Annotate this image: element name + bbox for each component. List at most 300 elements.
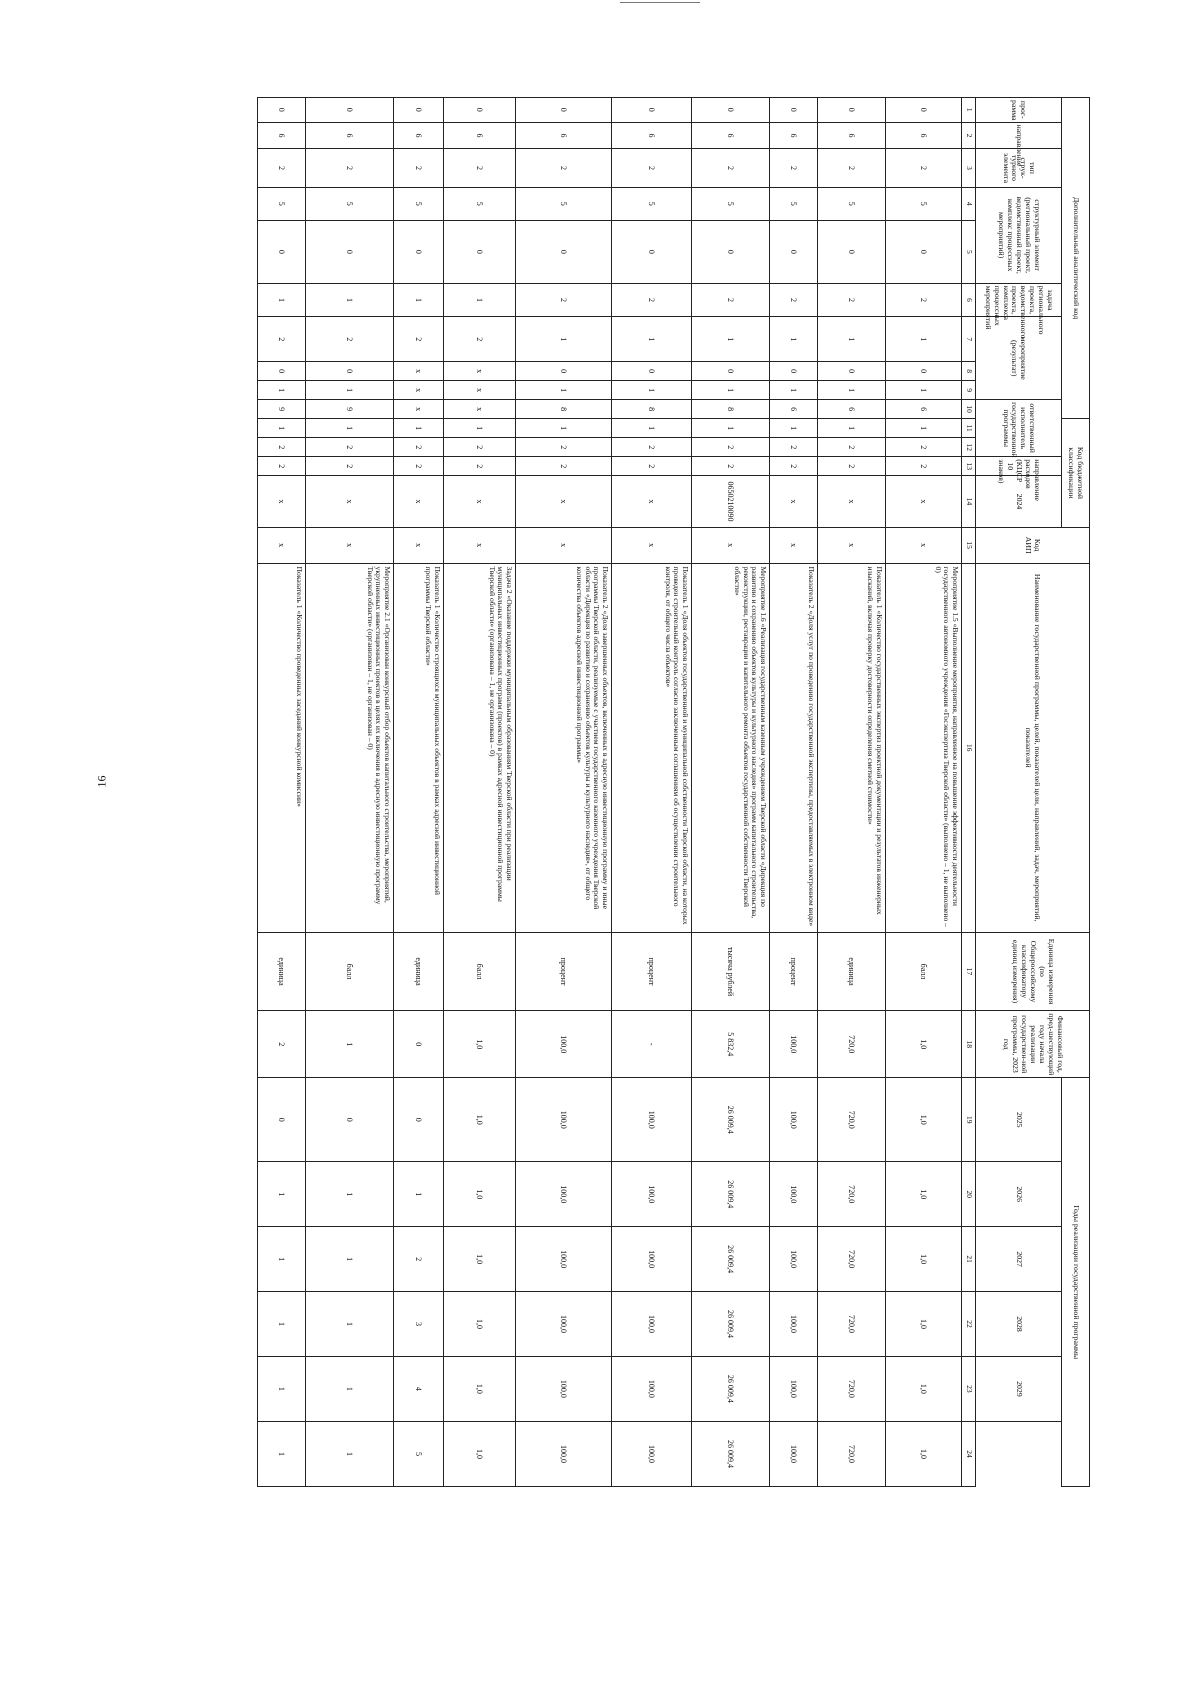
unit-cell: балл [306, 932, 394, 1010]
year-value-cell: 1 [306, 1162, 394, 1227]
code-cell: x [306, 476, 394, 528]
column-number: 13 [962, 457, 976, 476]
code-cell: 2 [394, 457, 444, 476]
year-value-cell: 1 [258, 1292, 306, 1357]
code-cell: 2 [306, 438, 394, 457]
code-cell: 1 [612, 317, 692, 362]
description-cell: Задача 2 «Оказание поддержки муниципальным образованиям Тверской области при реализации муниципальных инвестиционных программ (проектов) в рамках адресной инвестиционной программы Тверской области» (организована – 1, не организована – 0) [444, 563, 516, 932]
code-cell: 2 [886, 283, 962, 317]
year-value-cell: 100,0 [516, 1227, 612, 1292]
table-body [258, 98, 976, 1487]
description-cell: Показатель 1 «Количество проведенных заседаний конкурсной комиссии» [258, 563, 306, 932]
year-value-cell: 100,0 [612, 1078, 692, 1162]
code-cell: 2 [692, 457, 770, 476]
header-additional-code: Дополнительный аналитический код [1062, 98, 1090, 419]
column-number: 7 [962, 317, 976, 362]
code-cell: 0 [258, 362, 306, 381]
year-value-cell: 1 [258, 1356, 306, 1421]
code-cell: 6 [818, 122, 886, 149]
code-cell: 2 [692, 283, 770, 317]
code-cell: x [444, 476, 516, 528]
code-cell: 2 [612, 283, 692, 317]
year-value-cell: 100,0 [516, 1356, 612, 1421]
code-cell: 1 [516, 419, 612, 438]
column-number: 15 [962, 527, 976, 563]
code-cell: x [306, 527, 394, 563]
year-value-cell: 26 009,4 [692, 1292, 770, 1357]
description-cell: Мероприятие 1.5 «Выполнение мероприятия, направленное на повышение эффективности деятельности государственного автономного учреждения «Госэкспертиза Тверской области» (выполнено – 1, не выполнено – 0) [886, 563, 962, 932]
unit-cell: балл [886, 932, 962, 1010]
description-cell: Показатель 1 «Количество строящихся муниципальных объектов в рамках адресной инвестиционной программы Тверской области» [394, 563, 444, 932]
base-year-cell: 100,0 [770, 1011, 818, 1078]
code-cell: 2 [886, 438, 962, 457]
code-cell: 2 [394, 438, 444, 457]
code-cell: x [516, 527, 612, 563]
unit-cell: тысяча рублей [692, 932, 770, 1010]
code-cell: 1 [516, 381, 612, 400]
code-cell: x [886, 476, 962, 528]
header-years-title: Годы реализации государственной программы [1062, 1078, 1090, 1487]
unit-cell: единица [258, 932, 306, 1010]
code-cell: 6 [692, 122, 770, 149]
code-cell: 1 [818, 419, 886, 438]
code-cell: 5 [516, 187, 612, 221]
base-year-cell: 5 832,4 [692, 1011, 770, 1078]
code-cell: x [516, 476, 612, 528]
rotated-page [160, 97, 1090, 1487]
code-cell: 0 [818, 221, 886, 284]
year-value-cell: 100,0 [770, 1356, 818, 1421]
year-value-cell: 720,0 [818, 1356, 886, 1421]
column-number: 23 [962, 1356, 976, 1421]
table-row [612, 98, 692, 1487]
code-cell: 2 [394, 317, 444, 362]
code-cell: 1 [770, 419, 818, 438]
column-number: 1 [962, 98, 976, 123]
code-cell: 0650210090 [692, 476, 770, 528]
code-cell: x [818, 527, 886, 563]
year-value-cell: 720,0 [818, 1292, 886, 1357]
code-cell: 0 [516, 362, 612, 381]
table-row [306, 98, 394, 1487]
code-cell: 2 [612, 149, 692, 187]
code-cell: 6 [258, 122, 306, 149]
year-value-cell: 1,0 [886, 1421, 962, 1486]
code-cell: x [770, 476, 818, 528]
code-cell: 1 [444, 283, 516, 317]
code-cell: 5 [444, 187, 516, 221]
code-cell: 2 [692, 438, 770, 457]
code-cell: 2 [692, 149, 770, 187]
code-cell: 2 [258, 457, 306, 476]
code-cell: 2 [516, 149, 612, 187]
code-cell: 5 [306, 187, 394, 221]
year-value-cell: 1 [306, 1356, 394, 1421]
year-value-cell: 100,0 [612, 1421, 692, 1486]
table-row [692, 98, 770, 1487]
code-cell: 2 [886, 457, 962, 476]
header-fin-year: Финансовый год, пред-шествующий году начала реализации государствен-ной программы, 2023 год [976, 1011, 1090, 1078]
header-struct-type: тип струк-турного элемента [976, 149, 1062, 187]
year-value-cell: 1 [306, 1421, 394, 1486]
code-cell: x [444, 400, 516, 419]
code-cell: 1 [306, 419, 394, 438]
code-cell: 2 [516, 457, 612, 476]
code-cell: x [818, 476, 886, 528]
code-cell: 0 [886, 98, 962, 123]
code-cell: 0 [306, 221, 394, 284]
code-cell: 0 [516, 98, 612, 123]
column-number: 14 [962, 476, 976, 528]
code-cell: 6 [886, 400, 962, 419]
year-value-cell: 1,0 [886, 1162, 962, 1227]
year-value-cell: 1 [258, 1162, 306, 1227]
code-cell: x [770, 527, 818, 563]
description-cell: Показатель 1 «Количество государственных экспертиз проектной документации и результатов инженерных изысканий, включая проверку достоверности определения сметной стоимости» [818, 563, 886, 932]
code-cell: 8 [692, 400, 770, 419]
column-number: 18 [962, 1011, 976, 1078]
year-value-cell: 100,0 [516, 1162, 612, 1227]
header-aip: Код АИП [976, 527, 1090, 563]
description-cell: Показатель 1 «Доля объектов государственной и муниципальной собственности Тверской области, на которых проведен строительный контроль согласно заключенным соглашениям об осуществлении строительного контроля, от общего числа объектов» [612, 563, 692, 932]
code-cell: 0 [306, 98, 394, 123]
header-struct-element: структурный элемент (региональный проект, ведомственный проект, комплекс процессных мероприятий) [976, 187, 1062, 283]
code-cell: 6 [770, 122, 818, 149]
code-cell: 2 [306, 457, 394, 476]
year-value-cell: 100,0 [770, 1162, 818, 1227]
code-cell: 6 [516, 122, 612, 149]
code-cell: 0 [818, 98, 886, 123]
code-cell: 2 [258, 438, 306, 457]
code-cell: 1 [886, 381, 962, 400]
code-cell: 0 [394, 98, 444, 123]
year-value-cell: 2 [394, 1227, 444, 1292]
year-value-cell: 1,0 [444, 1421, 516, 1486]
code-cell: 2 [770, 283, 818, 317]
column-number: 21 [962, 1227, 976, 1292]
column-number: 16 [962, 563, 976, 932]
column-number: 9 [962, 381, 976, 400]
base-year-cell: 100,0 [516, 1011, 612, 1078]
year-value-cell: 26 009,4 [692, 1421, 770, 1486]
base-year-cell: 1,0 [444, 1011, 516, 1078]
year-value-cell: 26 009,4 [692, 1078, 770, 1162]
code-cell: 6 [770, 400, 818, 419]
year-value-cell: 100,0 [516, 1421, 612, 1486]
code-cell: 6 [306, 122, 394, 149]
code-cell: 2 [516, 283, 612, 317]
code-cell: 1 [886, 317, 962, 362]
code-cell: 9 [306, 400, 394, 419]
code-cell: 2 [258, 149, 306, 187]
column-number: 12 [962, 438, 976, 457]
code-cell: x [612, 527, 692, 563]
code-cell: 1 [818, 381, 886, 400]
year-value-cell: 1,0 [444, 1078, 516, 1162]
code-cell: 1 [612, 419, 692, 438]
code-cell: 1 [258, 419, 306, 438]
code-cell: 2 [818, 438, 886, 457]
code-cell: 1 [516, 317, 612, 362]
code-cell: 2 [612, 438, 692, 457]
code-cell: 9 [258, 400, 306, 419]
code-cell: 2 [306, 149, 394, 187]
code-cell: x [886, 527, 962, 563]
header-direction: направление [976, 122, 1062, 149]
code-cell: 2 [444, 438, 516, 457]
base-year-cell: 2 [258, 1011, 306, 1078]
code-cell: 0 [306, 362, 394, 381]
header-expense-direction: направление расходов (КЦСР 10 знаков) [976, 457, 1062, 476]
code-cell: x [394, 381, 444, 400]
code-cell: 1 [692, 317, 770, 362]
code-cell: 2 [818, 457, 886, 476]
page-number: 16 [94, 775, 109, 788]
code-cell: x [394, 476, 444, 528]
code-cell: 0 [692, 98, 770, 123]
code-cell: 0 [444, 221, 516, 284]
header-responsible: ответственный исполнитель государственной программы [976, 400, 1062, 457]
code-cell: x [394, 527, 444, 563]
code-cell: 5 [770, 187, 818, 221]
code-cell: 2 [818, 149, 886, 187]
header-program: прог-рамма [976, 98, 1062, 123]
year-value-cell: 3 [394, 1292, 444, 1357]
code-cell: 6 [818, 400, 886, 419]
code-cell: x [258, 527, 306, 563]
column-number: 11 [962, 419, 976, 438]
code-cell: 8 [612, 400, 692, 419]
code-cell: 2 [306, 317, 394, 362]
code-cell: 0 [516, 221, 612, 284]
code-cell: 2 [516, 438, 612, 457]
code-cell: 2 [770, 457, 818, 476]
code-cell: 1 [818, 317, 886, 362]
year-value-cell: 1 [306, 1227, 394, 1292]
code-cell: 0 [692, 362, 770, 381]
code-cell: 1 [306, 381, 394, 400]
code-cell: 2 [394, 149, 444, 187]
table-row [258, 98, 306, 1487]
code-cell: 1 [770, 317, 818, 362]
year-value-cell: 0 [394, 1078, 444, 1162]
year-value-cell: 720,0 [818, 1078, 886, 1162]
year-value-cell: 1,0 [886, 1292, 962, 1357]
year-value-cell: 100,0 [612, 1356, 692, 1421]
header-task: задача регионального проекта, ведомственного проекта, комплекса процессных мероприятий [976, 283, 1062, 317]
year-value-cell: 100,0 [612, 1227, 692, 1292]
table-row [516, 98, 612, 1487]
column-number: 20 [962, 1162, 976, 1227]
code-cell: 2 [444, 457, 516, 476]
code-cell: 0 [692, 221, 770, 284]
code-cell: x [394, 362, 444, 381]
code-cell: 1 [394, 283, 444, 317]
code-cell: 1 [394, 419, 444, 438]
column-number: 4 [962, 187, 976, 221]
code-cell: 8 [516, 400, 612, 419]
year-value-cell: 100,0 [612, 1162, 692, 1227]
description-cell: Показатель 2 «Доля завершенных объектов, включенных в адресную инвестиционную программу и иные программы Тверской области, реализуемые с участием государственного казенного учреждения Тверской области «Дирекция по развитию и сохранению объектов культуры и культурного наследия», от общего количества объектов адресной инвестиционной программы» [516, 563, 612, 932]
unit-cell: процент [516, 932, 612, 1010]
column-number: 10 [962, 400, 976, 419]
column-number: 19 [962, 1078, 976, 1162]
header-year-2029: 2029 [976, 1356, 1062, 1421]
code-cell: 2 [444, 149, 516, 187]
header-event: мероприятие (результат) [976, 317, 1062, 400]
code-cell: 0 [818, 362, 886, 381]
year-value-cell: 1,0 [886, 1227, 962, 1292]
header-budget-code: Код бюджетной классификации [1062, 419, 1090, 528]
code-cell: 1 [612, 381, 692, 400]
year-value-cell: 0 [258, 1078, 306, 1162]
header-year-2028: 2028 [976, 1292, 1062, 1357]
column-number: 2 [962, 122, 976, 149]
column-number-row [962, 98, 976, 1487]
unit-cell: единица [818, 932, 886, 1010]
code-cell: 1 [306, 283, 394, 317]
code-cell: 0 [258, 98, 306, 123]
description-cell: Мероприятие 1.6 «Реализация государственным казенным учреждением Тверской области «Дирекция по развитию и сохранению объектов культуры и культурного наследия» программ капитального строительства, реконструкции, реставрации и капитального ремонта объектов государственной собственности Тверской области» [692, 563, 770, 932]
code-cell: 5 [394, 187, 444, 221]
year-value-cell: 720,0 [818, 1227, 886, 1292]
table-row [818, 98, 886, 1487]
year-value-cell: 100,0 [770, 1421, 818, 1486]
code-cell: 0 [394, 221, 444, 284]
year-value-cell: 1,0 [444, 1292, 516, 1357]
code-cell: 5 [886, 187, 962, 221]
code-cell: 6 [612, 122, 692, 149]
year-value-cell: 0 [306, 1078, 394, 1162]
code-cell: 0 [770, 362, 818, 381]
year-value-cell: 1 [258, 1227, 306, 1292]
year-value-cell: 1,0 [444, 1162, 516, 1227]
year-value-cell: 5 [394, 1421, 444, 1486]
header-year-2025: 2025 [976, 1078, 1062, 1162]
code-cell: 5 [818, 187, 886, 221]
table-row [444, 98, 516, 1487]
code-cell: x [444, 527, 516, 563]
table-row [770, 98, 818, 1487]
base-year-cell: - [612, 1011, 692, 1078]
code-cell: 1 [444, 419, 516, 438]
code-cell: x [692, 527, 770, 563]
year-value-cell: 26 009,4 [692, 1162, 770, 1227]
unit-cell: процент [612, 932, 692, 1010]
year-value-cell: 1 [394, 1162, 444, 1227]
code-cell: 2 [612, 457, 692, 476]
base-year-cell: 720,0 [818, 1011, 886, 1078]
code-cell: x [612, 476, 692, 528]
year-value-cell: 100,0 [770, 1292, 818, 1357]
code-cell: 0 [770, 221, 818, 284]
code-cell: 2 [444, 317, 516, 362]
program-table [257, 97, 1090, 1487]
code-cell: x [444, 362, 516, 381]
unit-cell: процент [770, 932, 818, 1010]
header-year-2027: 2027 [976, 1227, 1062, 1292]
code-cell: 0 [612, 362, 692, 381]
description-cell: Мероприятие 2.1 «Организован конкурсный отбор объектов капитального строительства, мероприятий, укрупненных инвестиционных проектов в целях их включения в адресную инвестиционную программу Тверской области» (организован – 1, не организован – 0) [306, 563, 394, 932]
column-number: 17 [962, 932, 976, 1010]
year-value-cell: 1 [306, 1292, 394, 1357]
year-value-cell: 1,0 [886, 1078, 962, 1162]
column-number: 6 [962, 283, 976, 317]
column-number: 8 [962, 362, 976, 381]
code-cell: 5 [692, 187, 770, 221]
column-number: 24 [962, 1421, 976, 1486]
year-value-cell: 720,0 [818, 1421, 886, 1486]
code-cell: 0 [886, 221, 962, 284]
year-value-cell: 720,0 [818, 1162, 886, 1227]
base-year-cell: 0 [394, 1011, 444, 1078]
code-cell: 1 [770, 381, 818, 400]
code-cell: 0 [612, 98, 692, 123]
column-number: 3 [962, 149, 976, 187]
code-cell: x [394, 400, 444, 419]
code-cell: 1 [258, 283, 306, 317]
code-cell: 0 [770, 98, 818, 123]
code-cell: 6 [394, 122, 444, 149]
column-number: 22 [962, 1292, 976, 1357]
code-cell: 1 [692, 381, 770, 400]
code-cell: 0 [444, 98, 516, 123]
year-value-cell: 26 009,4 [692, 1356, 770, 1421]
year-value-cell: 1 [258, 1421, 306, 1486]
year-value-cell: 1,0 [444, 1356, 516, 1421]
year-value-cell: 100,0 [516, 1078, 612, 1162]
year-value-cell: 26 009,4 [692, 1227, 770, 1292]
year-value-cell: 100,0 [612, 1292, 692, 1357]
code-cell: 2 [258, 317, 306, 362]
code-cell: 2 [770, 438, 818, 457]
unit-cell: единица [394, 932, 444, 1010]
code-cell: 1 [886, 419, 962, 438]
year-value-cell: 100,0 [770, 1227, 818, 1292]
code-cell: 5 [612, 187, 692, 221]
table-row [394, 98, 444, 1487]
code-cell: 0 [886, 362, 962, 381]
code-cell: 0 [612, 221, 692, 284]
base-year-cell: 1 [306, 1011, 394, 1078]
code-cell: 2 [818, 283, 886, 317]
header-year-2026: 2026 [976, 1162, 1062, 1227]
description-cell: Показатель 2 «Доля услуг по проведению государственной экспертизы, предоставляемых в электронном виде» [770, 563, 818, 932]
year-value-cell: 100,0 [516, 1292, 612, 1357]
year-value-cell: 1,0 [444, 1227, 516, 1292]
code-cell: 0 [258, 221, 306, 284]
code-cell: x [444, 381, 516, 400]
scan-edge-line [620, 2, 700, 3]
unit-cell: балл [444, 932, 516, 1010]
code-cell: 6 [886, 122, 962, 149]
code-cell: 6 [444, 122, 516, 149]
base-year-cell: 1,0 [886, 1011, 962, 1078]
header-unit: Единица измерения (по Общероссийскому классификатору единиц измерения) [976, 932, 1090, 1010]
code-cell: 2 [770, 149, 818, 187]
year-value-cell: 100,0 [770, 1078, 818, 1162]
year-value-cell: 4 [394, 1356, 444, 1421]
code-cell: x [258, 476, 306, 528]
code-cell: 1 [692, 419, 770, 438]
header-year-2024: 2024 [976, 476, 1062, 528]
code-cell: 5 [258, 187, 306, 221]
column-number: 5 [962, 221, 976, 284]
code-cell: 1 [258, 381, 306, 400]
header-name: Наименование государственной программы, целей, показателей цели, направлений, задач, мероприятий, показателей [976, 563, 1090, 932]
code-cell: 2 [886, 149, 962, 187]
year-value-cell: 1,0 [886, 1356, 962, 1421]
